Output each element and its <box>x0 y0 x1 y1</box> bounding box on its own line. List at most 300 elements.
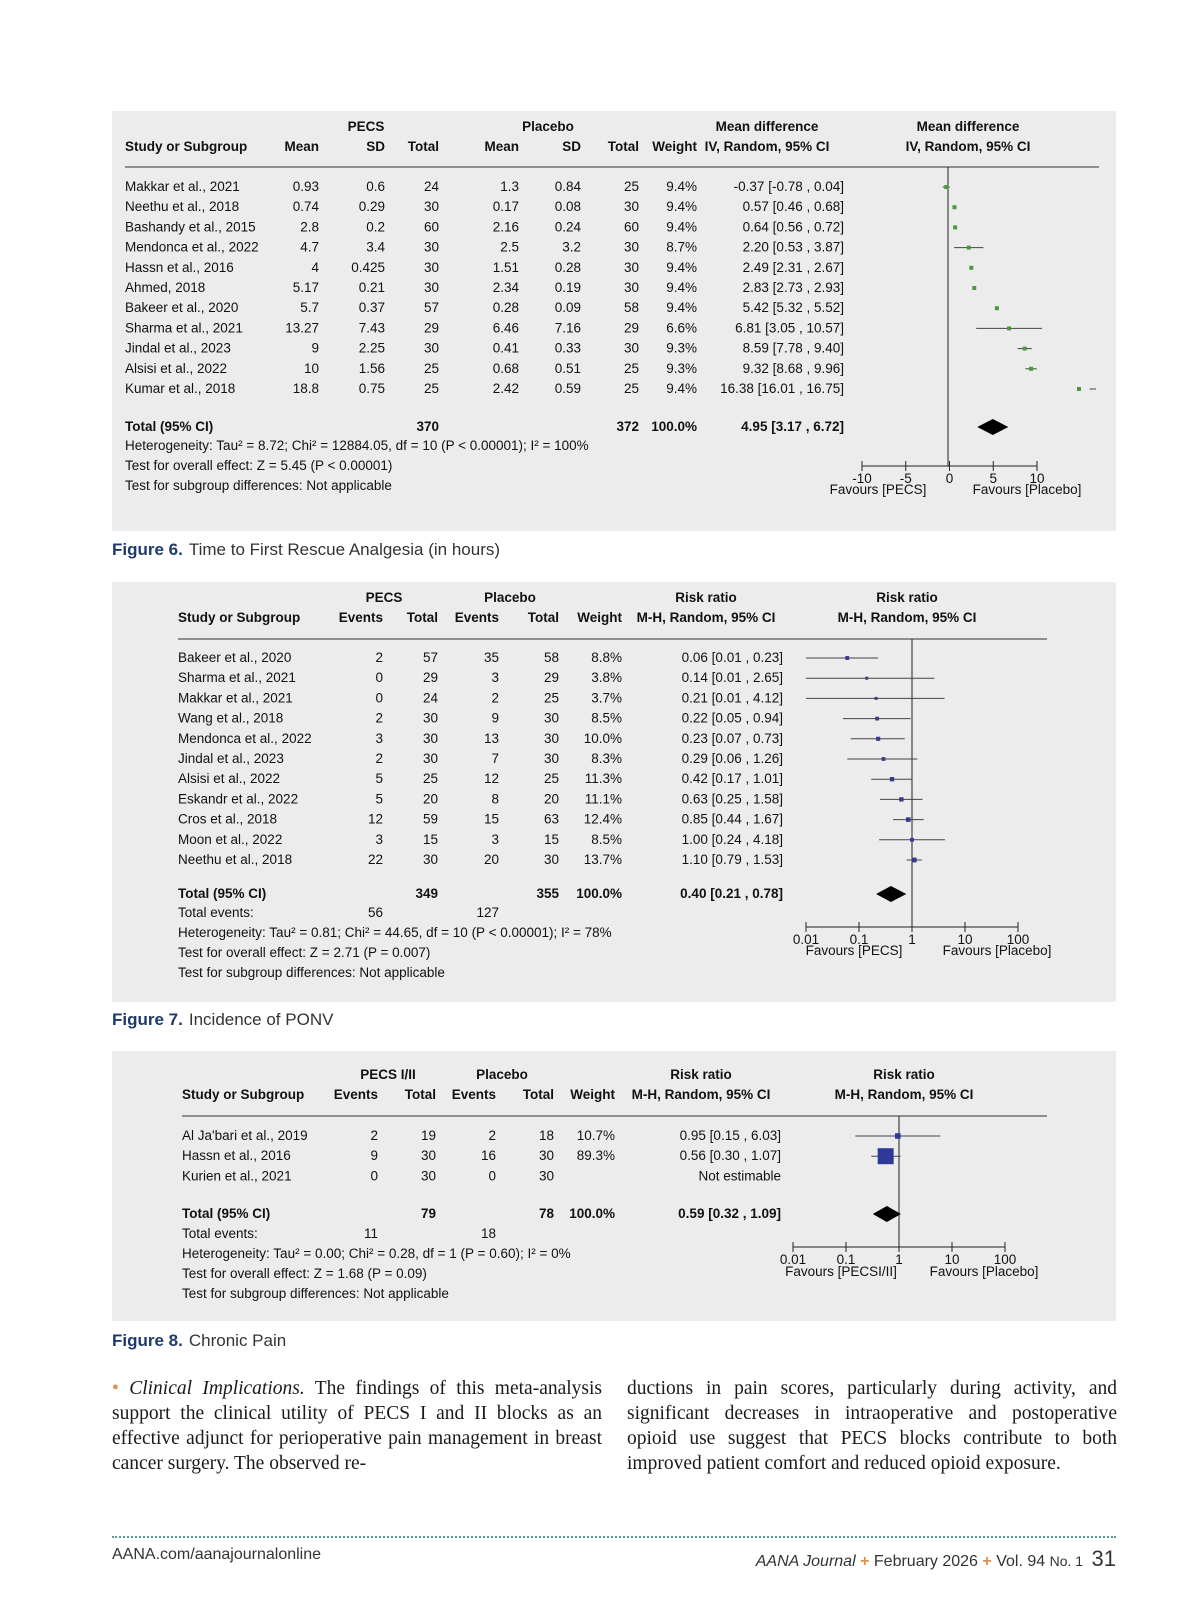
total-ci: 4.95 [3.17 , 6.72] <box>741 419 844 434</box>
effect-method-header: M-H, Random, 95% CI <box>636 610 776 625</box>
bullet-icon: • <box>112 1378 119 1399</box>
plot-method-header: IV, Random, 95% CI <box>905 139 1031 154</box>
study-name: Alsisi et al., 2022 <box>125 360 228 376</box>
study-ci: 2.20 [0.53 , 3.87] <box>742 239 844 255</box>
cell-value: 3 <box>375 730 383 746</box>
column-header: SD <box>366 139 385 154</box>
cell-value: 0 <box>370 1168 378 1184</box>
cell-value: 10 <box>303 360 319 376</box>
column-header: Events <box>338 610 383 625</box>
study-weight: 89.3% <box>576 1148 615 1164</box>
cell-value: 30 <box>422 710 438 726</box>
figure-6-svg <box>112 111 1116 531</box>
cell-value: 0.84 <box>554 179 581 194</box>
cell-value: 20 <box>543 791 559 807</box>
cell-value: 3 <box>375 831 383 847</box>
cell-value: 30 <box>538 1168 554 1184</box>
study-ci: 0.57 [0.46 , 0.68] <box>742 199 844 215</box>
study-weight: 9.4% <box>666 280 697 295</box>
cell-value: 15 <box>543 831 559 847</box>
cell-value: 24 <box>423 179 439 194</box>
footer-journal-info <box>756 1546 1116 1572</box>
study-ci: 0.22 [0.05 , 0.94] <box>681 710 783 726</box>
x-tick-label: 10 <box>957 932 973 947</box>
cell-value: 0.68 <box>492 360 519 376</box>
cell-value: 3.4 <box>366 239 385 255</box>
study-weight: 10.7% <box>576 1128 615 1143</box>
effect-header: Mean difference <box>715 119 819 134</box>
column-header: Total <box>404 1087 436 1102</box>
cell-value: 30 <box>543 852 559 867</box>
total-events-2: 18 <box>480 1226 496 1241</box>
cell-value: 30 <box>538 1148 554 1164</box>
study-name: Bakeer et al., 2020 <box>125 300 239 316</box>
study-name: Cros et al., 2018 <box>178 811 278 827</box>
study-ci: 1.10 [0.79 , 1.53] <box>681 852 783 867</box>
cell-value: 13.27 <box>285 320 319 336</box>
cell-value: 25 <box>543 690 559 706</box>
cell-value: 8 <box>491 791 499 807</box>
study-marker <box>882 757 886 761</box>
study-weight: 3.8% <box>591 670 622 686</box>
weight-header: Weight <box>652 139 697 154</box>
study-weight: 8.5% <box>591 831 622 847</box>
study-ci: -0.37 [-0.78 , 0.04] <box>733 179 844 194</box>
cell-value: 2 <box>375 650 383 665</box>
study-ci: 0.06 [0.01 , 0.23] <box>681 650 783 665</box>
cell-value: 0.6 <box>366 179 385 194</box>
cell-value: 30 <box>422 730 438 746</box>
study-weight: 13.7% <box>583 852 622 867</box>
cell-value: 3 <box>491 831 499 847</box>
weight-header: Weight <box>577 610 622 625</box>
plus-icon: + <box>860 1553 870 1570</box>
cell-value: 2 <box>491 690 499 706</box>
footnote: Heterogeneity: Tau² = 8.72; Chi² = 12884.05, df = 10 (P < 0.00001); I² = 100% <box>125 438 589 453</box>
footnote: Test for subgroup differences: Not applicable <box>178 965 445 980</box>
x-tick-label: 0 <box>945 471 954 486</box>
pooled-diamond <box>977 419 1008 435</box>
cell-value: 29 <box>422 670 438 686</box>
cell-value: 9 <box>311 340 319 356</box>
study-weight: 9.4% <box>666 199 697 215</box>
cell-value: 20 <box>483 852 499 867</box>
figure-8-label: Figure 8. <box>112 1331 183 1350</box>
study-name: Jindal et al., 2023 <box>125 340 231 356</box>
cell-value: 29 <box>423 320 439 336</box>
x-tick-label: 0.1 <box>849 932 869 947</box>
section-lead: Clinical Implications. <box>129 1378 305 1399</box>
cell-value: 0 <box>488 1168 496 1184</box>
favours-right: Favours [Placebo] <box>942 943 1052 958</box>
study-weight: 11.1% <box>584 791 622 807</box>
figure-7-svg <box>112 582 1116 1002</box>
total-events-1: 56 <box>367 905 383 920</box>
plot-header: Risk ratio <box>873 1067 935 1082</box>
cell-value: 2.8 <box>300 219 319 235</box>
total-n2: 78 <box>538 1206 554 1221</box>
study-weight: 12.4% <box>583 811 622 827</box>
study-name: Al Ja'bari et al., 2019 <box>182 1128 308 1143</box>
column-header: Events <box>333 1087 378 1102</box>
cell-value: 0.28 <box>554 259 581 275</box>
cell-value: 0.59 <box>554 381 581 396</box>
study-ci: 5.42 [5.32 , 5.52] <box>742 300 844 316</box>
column-header: Total <box>607 139 639 154</box>
cell-value: 18.8 <box>292 381 319 396</box>
study-name: Makkar et al., 2021 <box>178 690 293 706</box>
study-marker <box>1023 347 1027 351</box>
study-marker <box>944 185 948 189</box>
study-marker <box>845 656 849 660</box>
study-weight: 11.3% <box>584 771 622 787</box>
cell-value: 30 <box>623 199 639 215</box>
study-weight: 9.4% <box>666 219 697 235</box>
body-column-right <box>627 1376 1117 1476</box>
cell-value: 30 <box>423 239 439 255</box>
footnote: Test for overall effect: Z = 5.45 (P < 0.00001) <box>125 458 393 473</box>
cell-value: 16 <box>480 1148 496 1164</box>
cell-value: 2.25 <box>358 340 385 356</box>
footer-issue: No. 1 <box>1049 1553 1084 1569</box>
study-weight: 10.0% <box>583 730 622 746</box>
cell-value: 2.34 <box>492 280 519 295</box>
cell-value: 22 <box>367 852 383 867</box>
study-name: Alsisi et al., 2022 <box>178 771 281 787</box>
cell-value: 0.24 <box>554 219 581 235</box>
cell-value: 35 <box>483 650 499 665</box>
figure-6-forest-plot <box>112 111 1116 531</box>
study-ci: 0.64 [0.56 , 0.72] <box>742 219 844 235</box>
study-weight: 8.5% <box>591 710 622 726</box>
cell-value: 5.7 <box>300 300 319 316</box>
x-tick-label: -5 <box>899 471 912 486</box>
x-tick-label: 5 <box>989 471 998 486</box>
cell-value: 30 <box>420 1148 436 1164</box>
total-events-label: Total events: <box>182 1226 258 1241</box>
cell-value: 2.16 <box>492 219 519 235</box>
x-tick-label: 0.01 <box>792 932 820 947</box>
study-name: Eskandr et al., 2022 <box>178 791 299 807</box>
cell-value: 4.7 <box>300 239 319 255</box>
study-marker <box>876 737 880 741</box>
study-weight: 3.7% <box>591 690 622 706</box>
column-header: Events <box>451 1087 496 1102</box>
x-tick-label: 1 <box>895 1252 903 1267</box>
cell-value: 29 <box>543 670 559 686</box>
study-weight: 8.8% <box>591 650 622 665</box>
cell-value: 1.56 <box>358 360 385 376</box>
total-events-label: Total events: <box>178 905 254 920</box>
total-n2: 372 <box>616 419 639 434</box>
figure-7-label: Figure 7. <box>112 1010 183 1029</box>
study-name: Jindal et al., 2023 <box>178 751 284 766</box>
cell-value: 19 <box>420 1128 436 1143</box>
cell-value: 30 <box>422 751 438 766</box>
cell-value: 25 <box>623 381 639 396</box>
cell-value: 0.33 <box>554 340 581 356</box>
study-name: Kurien et al., 2021 <box>182 1168 292 1184</box>
cell-value: 59 <box>422 811 438 827</box>
group1-header: PECS <box>365 590 403 605</box>
footnote: Heterogeneity: Tau² = 0.00; Chi² = 0.28, df = 1 (P = 0.60); I² = 0% <box>182 1246 571 1261</box>
study-marker <box>995 306 999 310</box>
cell-value: 57 <box>423 300 439 316</box>
study-ci: 0.29 [0.06 , 1.26] <box>681 751 783 766</box>
total-n1: 349 <box>415 886 438 901</box>
figure-6-caption <box>112 540 500 560</box>
study-marker <box>899 797 903 801</box>
cell-value: 15 <box>483 811 499 827</box>
study-name: Makkar et al., 2021 <box>125 179 240 194</box>
group1-header: PECS I/II <box>360 1067 416 1082</box>
cell-value: 18 <box>538 1128 554 1143</box>
column-header: Total <box>527 610 559 625</box>
cell-value: 0.08 <box>554 199 581 215</box>
group2-header: Placebo <box>484 590 536 605</box>
total-label: Total (95% CI) <box>182 1206 271 1221</box>
pooled-diamond <box>876 886 906 902</box>
study-marker <box>1007 326 1011 330</box>
total-n1: 79 <box>420 1206 436 1221</box>
cell-value: 3 <box>491 670 499 686</box>
study-column-header: Study or Subgroup <box>178 610 301 625</box>
study-ci: 1.00 [0.24 , 4.18] <box>681 831 783 847</box>
study-name: Kumar et al., 2018 <box>125 381 236 396</box>
study-name: Neethu et al., 2018 <box>125 199 240 215</box>
footnote: Test for subgroup differences: Not applicable <box>125 478 392 493</box>
study-weight: 9.4% <box>666 179 697 194</box>
total-n1: 370 <box>416 419 439 434</box>
cell-value: 2 <box>375 710 383 726</box>
cell-value: 0.29 <box>358 199 385 215</box>
study-marker <box>953 225 957 229</box>
footnote: Test for subgroup differences: Not applicable <box>182 1286 449 1301</box>
study-weight: 6.6% <box>666 320 697 336</box>
body-text-left: The findings of this meta-analysis support the clinical utility of PECS I and II blocks as an effective adjunct for perioperative pain management in breast cancer surgery. The observed re- <box>112 1378 603 1474</box>
cell-value: 4 <box>311 259 319 275</box>
study-marker <box>890 777 894 781</box>
cell-value: 30 <box>423 259 439 275</box>
page-number: 31 <box>1091 1546 1116 1571</box>
cell-value: 3.2 <box>562 239 581 255</box>
study-marker <box>910 838 914 842</box>
study-name: Ahmed, 2018 <box>125 280 206 295</box>
study-ci: Not estimable <box>698 1168 781 1184</box>
body-text-right: ductions in pain scores, particularly during activity, and significant decreases in intraoperative and postoperative opioid use suggest that PECS blocks contribute to both improved patient comfort and reduced opioid exposure. <box>627 1378 1117 1474</box>
plus-icon: + <box>982 1553 992 1570</box>
footer-date: February 2026 <box>873 1553 978 1570</box>
cell-value: 29 <box>623 320 639 336</box>
study-column-header: Study or Subgroup <box>125 139 248 154</box>
footnote: Heterogeneity: Tau² = 0.81; Chi² = 44.65, df = 10 (P < 0.00001); I² = 78% <box>178 925 612 940</box>
study-ci: 0.21 [0.01 , 4.12] <box>681 690 783 706</box>
total-weight: 100.0% <box>651 419 697 434</box>
cell-value: 5 <box>375 771 383 787</box>
total-n2: 355 <box>536 886 559 901</box>
cell-value: 0.51 <box>554 360 581 376</box>
study-marker <box>1077 387 1081 391</box>
cell-value: 1.3 <box>500 179 519 194</box>
total-ci: 0.40 [0.21 , 0.78] <box>680 886 783 901</box>
cell-value: 0 <box>375 690 383 706</box>
plot-method-header: M-H, Random, 95% CI <box>837 610 977 625</box>
total-label: Total (95% CI) <box>178 886 267 901</box>
study-ci: 0.23 [0.07 , 0.73] <box>681 730 783 746</box>
pooled-diamond <box>873 1206 901 1222</box>
cell-value: 12 <box>367 811 383 827</box>
column-header: Total <box>522 1087 554 1102</box>
study-ci: 9.32 [8.68 , 9.96] <box>742 360 844 376</box>
cell-value: 24 <box>422 690 438 706</box>
study-marker <box>865 677 868 680</box>
cell-value: 2 <box>370 1128 378 1143</box>
study-ci: 0.85 [0.44 , 1.67] <box>681 811 783 827</box>
total-label: Total (95% CI) <box>125 419 214 434</box>
study-marker <box>875 697 878 700</box>
study-name: Wang et al., 2018 <box>178 710 284 726</box>
study-ci: 2.49 [2.31 , 2.67] <box>742 259 844 275</box>
study-ci: 2.83 [2.73 , 2.93] <box>742 280 844 295</box>
study-marker <box>906 817 911 822</box>
study-name: Moon et al., 2022 <box>178 831 283 847</box>
cell-value: 25 <box>423 360 439 376</box>
cell-value: 0.37 <box>358 300 385 316</box>
favours-left: Favours [PECS] <box>829 482 927 497</box>
cell-value: 13 <box>483 730 499 746</box>
cell-value: 0.74 <box>292 199 319 215</box>
study-ci: 0.14 [0.01 , 2.65] <box>681 670 783 686</box>
favours-right: Favours [Placebo] <box>929 1264 1039 1279</box>
group1-header: PECS <box>347 119 385 134</box>
x-tick-label: 0.01 <box>779 1252 807 1267</box>
x-tick-label: 0.1 <box>836 1252 856 1267</box>
cell-value: 7.43 <box>358 320 385 336</box>
footer-journal: AANA Journal <box>755 1553 856 1570</box>
cell-value: 0.21 <box>358 280 385 295</box>
body-column-left <box>112 1376 602 1476</box>
study-weight: 9.3% <box>666 340 697 356</box>
footer-volume: Vol. 94 <box>996 1553 1046 1570</box>
total-weight: 100.0% <box>569 1206 615 1221</box>
study-weight: 9.4% <box>666 381 697 396</box>
cell-value: 25 <box>422 771 438 787</box>
footnote: Test for overall effect: Z = 1.68 (P = 0.09) <box>182 1266 427 1281</box>
figure-6-title: Time to First Rescue Analgesia (in hours) <box>188 540 501 559</box>
cell-value: 63 <box>543 811 559 827</box>
x-tick-label: 10 <box>944 1252 960 1267</box>
cell-value: 58 <box>623 300 639 316</box>
study-name: Sharma et al., 2021 <box>125 320 243 336</box>
cell-value: 7 <box>491 751 499 766</box>
effect-header: Risk ratio <box>675 590 737 605</box>
cell-value: 0.2 <box>366 219 385 235</box>
study-name: Hassn et al., 2016 <box>182 1148 291 1164</box>
figure-8-forest-plot <box>112 1051 1116 1321</box>
footer-divider <box>112 1536 1116 1538</box>
study-ci: 16.38 [16.01 , 16.75] <box>720 381 844 396</box>
cell-value: 30 <box>623 259 639 275</box>
column-header: Total <box>407 139 439 154</box>
study-marker <box>878 1148 894 1164</box>
effect-method-header: M-H, Random, 95% CI <box>631 1087 771 1102</box>
cell-value: 7.16 <box>554 320 581 336</box>
figure-7-title: Incidence of PONV <box>188 1010 334 1029</box>
study-ci: 0.95 [0.15 , 6.03] <box>679 1128 781 1143</box>
plot-header: Mean difference <box>916 119 1020 134</box>
favours-left: Favours [PECSI/II] <box>785 1264 897 1279</box>
cell-value: 20 <box>422 791 438 807</box>
cell-value: 9 <box>370 1148 378 1164</box>
effect-method-header: IV, Random, 95% CI <box>704 139 830 154</box>
x-tick-label: 1 <box>908 932 916 947</box>
effect-header: Risk ratio <box>670 1067 732 1082</box>
x-tick-label: 10 <box>1029 471 1045 486</box>
cell-value: 0 <box>375 670 383 686</box>
total-events-2: 127 <box>476 905 499 920</box>
group2-header: Placebo <box>522 119 574 134</box>
cell-value: 25 <box>623 360 639 376</box>
cell-value: 2.5 <box>500 239 519 255</box>
cell-value: 0.28 <box>492 300 519 316</box>
cell-value: 0.93 <box>292 179 319 194</box>
cell-value: 25 <box>543 771 559 787</box>
cell-value: 2 <box>488 1128 496 1143</box>
cell-value: 30 <box>543 710 559 726</box>
cell-value: 5 <box>375 791 383 807</box>
cell-value: 25 <box>623 179 639 194</box>
column-header: Mean <box>284 139 319 154</box>
study-name: Mendonca et al., 2022 <box>178 730 312 746</box>
study-marker <box>1029 367 1033 371</box>
cell-value: 0.09 <box>554 300 581 316</box>
cell-value: 30 <box>623 280 639 295</box>
cell-value: 60 <box>423 219 439 235</box>
cell-value: 60 <box>623 219 639 235</box>
cell-value: 15 <box>422 831 438 847</box>
figure-7-forest-plot <box>112 582 1116 1002</box>
study-name: Bashandy et al., 2015 <box>125 219 256 235</box>
favours-left: Favours [PECS] <box>805 943 903 958</box>
cell-value: 0.41 <box>492 340 519 356</box>
study-name: Hassn et al., 2016 <box>125 259 234 275</box>
cell-value: 5.17 <box>292 280 319 295</box>
cell-value: 1.51 <box>492 259 519 275</box>
cell-value: 0.17 <box>492 199 519 215</box>
study-marker <box>952 205 956 209</box>
cell-value: 30 <box>543 730 559 746</box>
x-tick-label: 100 <box>1006 932 1030 947</box>
cell-value: 30 <box>423 280 439 295</box>
cell-value: 30 <box>543 751 559 766</box>
cell-value: 30 <box>423 199 439 215</box>
cell-value: 0.425 <box>351 259 385 275</box>
study-column-header: Study or Subgroup <box>182 1087 305 1102</box>
study-ci: 8.59 [7.78 , 9.40] <box>742 340 844 356</box>
cell-value: 30 <box>423 340 439 356</box>
cell-value: 30 <box>420 1168 436 1184</box>
x-tick-label: -10 <box>852 471 872 486</box>
total-ci: 0.59 [0.32 , 1.09] <box>678 1206 781 1221</box>
cell-value: 30 <box>623 340 639 356</box>
column-header: SD <box>562 139 581 154</box>
study-ci: 0.63 [0.25 , 1.58] <box>681 791 783 807</box>
study-marker <box>912 858 917 863</box>
study-ci: 6.81 [3.05 , 10.57] <box>735 320 844 336</box>
cell-value: 58 <box>543 650 559 665</box>
footnote: Test for overall effect: Z = 2.71 (P = 0.007) <box>178 945 431 960</box>
cell-value: 0.19 <box>554 280 581 295</box>
